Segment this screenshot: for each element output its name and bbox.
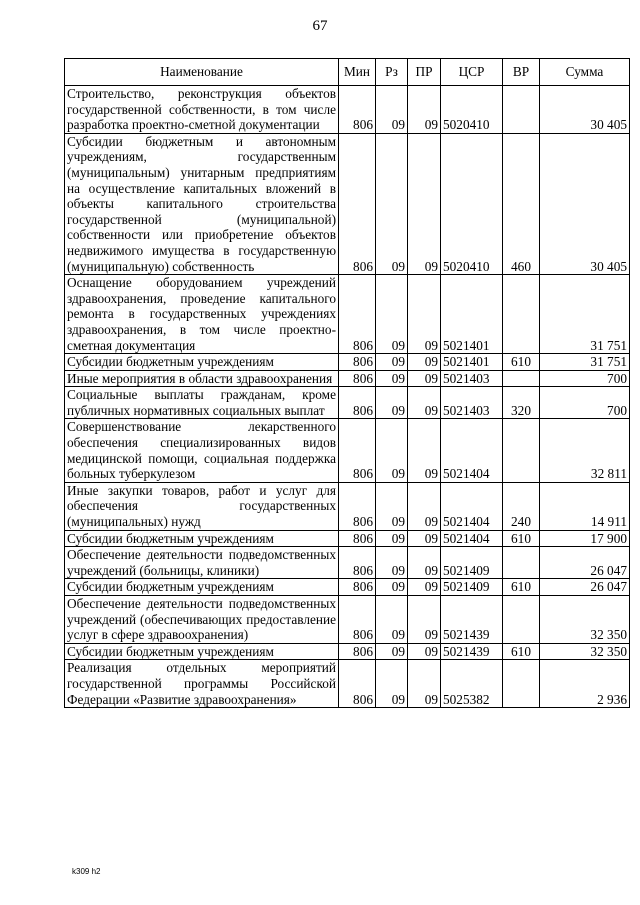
row-min: 806 [339,596,376,644]
row-min: 806 [339,482,376,530]
row-name: Иные закупки товаров, работ и услуг для обеспечения государственных (муниципальных) нужд [65,482,339,530]
row-name: Субсидии бюджетным учреждениям [65,579,339,596]
header-min: Мин [339,59,376,86]
row-pr: 09 [408,387,441,419]
row-sum: 32 350 [540,643,630,660]
row-name: Субсидии бюджетным и автономным учреждениям, государственным (муниципальным) унитарным предприятиям на осуществление капитальных вложений в объекты капитального строительства государственной (муниципальной) собственности или приобретение объектов недвижимого имущества в государственную (муниципальную) собственность [65,133,339,274]
row-rz: 09 [376,354,408,371]
row-name: Совершенствование лекарственного обеспечения специализированных видов медицинской помощи, социальная поддержка больных туберкулезом [65,419,339,482]
row-rz: 09 [376,370,408,387]
row-name: Субсидии бюджетным учреждениям [65,530,339,547]
row-pr: 09 [408,660,441,708]
table-row [65,482,630,530]
row-min: 806 [339,86,376,134]
row-vr: 460 [503,133,540,274]
row-vr [503,370,540,387]
table-row [65,579,630,596]
row-rz: 09 [376,86,408,134]
row-rz: 09 [376,643,408,660]
row-name: Субсидии бюджетным учреждениям [65,643,339,660]
row-pr: 09 [408,354,441,371]
row-name: Субсидии бюджетным учреждениям [65,354,339,371]
row-min: 806 [339,547,376,579]
budget-table [64,58,630,708]
row-min: 806 [339,370,376,387]
row-min: 806 [339,419,376,482]
row-sum: 17 900 [540,530,630,547]
row-rz: 09 [376,275,408,354]
row-rz: 09 [376,530,408,547]
table-row [65,530,630,547]
row-sum: 700 [540,370,630,387]
row-min: 806 [339,530,376,547]
row-pr: 09 [408,370,441,387]
header-vr: ВР [503,59,540,86]
table-row [65,419,630,482]
row-sum: 14 911 [540,482,630,530]
row-min: 806 [339,387,376,419]
row-csr: 5021439 [441,596,503,644]
row-min: 806 [339,275,376,354]
row-vr [503,596,540,644]
row-csr: 5020410 [441,86,503,134]
row-rz: 09 [376,596,408,644]
row-min: 806 [339,354,376,371]
row-csr: 5021409 [441,579,503,596]
row-min: 806 [339,579,376,596]
row-csr: 5021404 [441,419,503,482]
row-sum: 26 047 [540,579,630,596]
row-rz: 09 [376,660,408,708]
row-pr: 09 [408,579,441,596]
table-row [65,86,630,134]
row-sum: 30 405 [540,86,630,134]
row-vr [503,275,540,354]
row-pr: 09 [408,419,441,482]
row-vr [503,86,540,134]
row-pr: 09 [408,547,441,579]
row-rz: 09 [376,387,408,419]
header-csr: ЦСР [441,59,503,86]
row-sum: 30 405 [540,133,630,274]
row-sum: 26 047 [540,547,630,579]
row-name: Строительство, реконструкция объектов государственной собственности, в том числе разработка проектно-сметной документации [65,86,339,134]
table-row [65,643,630,660]
table-row [65,387,630,419]
table-row [65,354,630,371]
row-rz: 09 [376,419,408,482]
row-vr [503,419,540,482]
row-name: Реализация отдельных мероприятий государственной программы Российской Федерации «Развитие здравоохранения» [65,660,339,708]
row-vr: 240 [503,482,540,530]
row-pr: 09 [408,643,441,660]
row-rz: 09 [376,579,408,596]
row-name: Иные мероприятия в области здравоохранения [65,370,339,387]
row-name: Обеспечение деятельности подведомственных учреждений (обеспечивающих предоставление услуг в сфере здравоохранения) [65,596,339,644]
table-row [65,660,630,708]
row-pr: 09 [408,275,441,354]
row-csr: 5021439 [441,643,503,660]
footer-code: k309 h2 [72,867,101,876]
row-sum: 31 751 [540,354,630,371]
row-rz: 09 [376,482,408,530]
row-csr: 5021401 [441,354,503,371]
row-csr: 5021403 [441,370,503,387]
row-name: Социальные выплаты гражданам, кроме публичных нормативных социальных выплат [65,387,339,419]
header-pr: ПР [408,59,441,86]
table-row [65,133,630,274]
row-min: 806 [339,133,376,274]
row-csr: 5020410 [441,133,503,274]
row-sum: 31 751 [540,275,630,354]
row-sum: 700 [540,387,630,419]
row-pr: 09 [408,482,441,530]
row-name: Обеспечение деятельности подведомственных учреждений (больницы, клиники) [65,547,339,579]
row-csr: 5021409 [441,547,503,579]
page-number: 67 [312,18,328,34]
row-min: 806 [339,643,376,660]
row-rz: 09 [376,133,408,274]
row-vr: 320 [503,387,540,419]
row-vr: 610 [503,530,540,547]
row-vr: 610 [503,643,540,660]
row-vr [503,660,540,708]
row-min: 806 [339,660,376,708]
row-sum: 32 350 [540,596,630,644]
header-sum: Сумма [540,59,630,86]
row-csr: 5021401 [441,275,503,354]
table-row [65,547,630,579]
row-pr: 09 [408,86,441,134]
row-csr: 5021403 [441,387,503,419]
table-header-row [65,59,630,86]
row-sum: 2 936 [540,660,630,708]
table-row [65,596,630,644]
row-csr: 5021404 [441,530,503,547]
row-vr [503,547,540,579]
row-vr: 610 [503,579,540,596]
row-pr: 09 [408,596,441,644]
table-row [65,370,630,387]
row-pr: 09 [408,530,441,547]
row-name: Оснащение оборудованием учреждений здравоохранения, проведение капитального ремонта в государственных учреждениях здравоохранения, в том числе проектно-сметная документация [65,275,339,354]
table-row [65,275,630,354]
row-csr: 5025382 [441,660,503,708]
header-rz: Рз [376,59,408,86]
row-sum: 32 811 [540,419,630,482]
row-rz: 09 [376,547,408,579]
row-pr: 09 [408,133,441,274]
row-vr: 610 [503,354,540,371]
row-csr: 5021404 [441,482,503,530]
header-name: Наименование [65,59,339,86]
